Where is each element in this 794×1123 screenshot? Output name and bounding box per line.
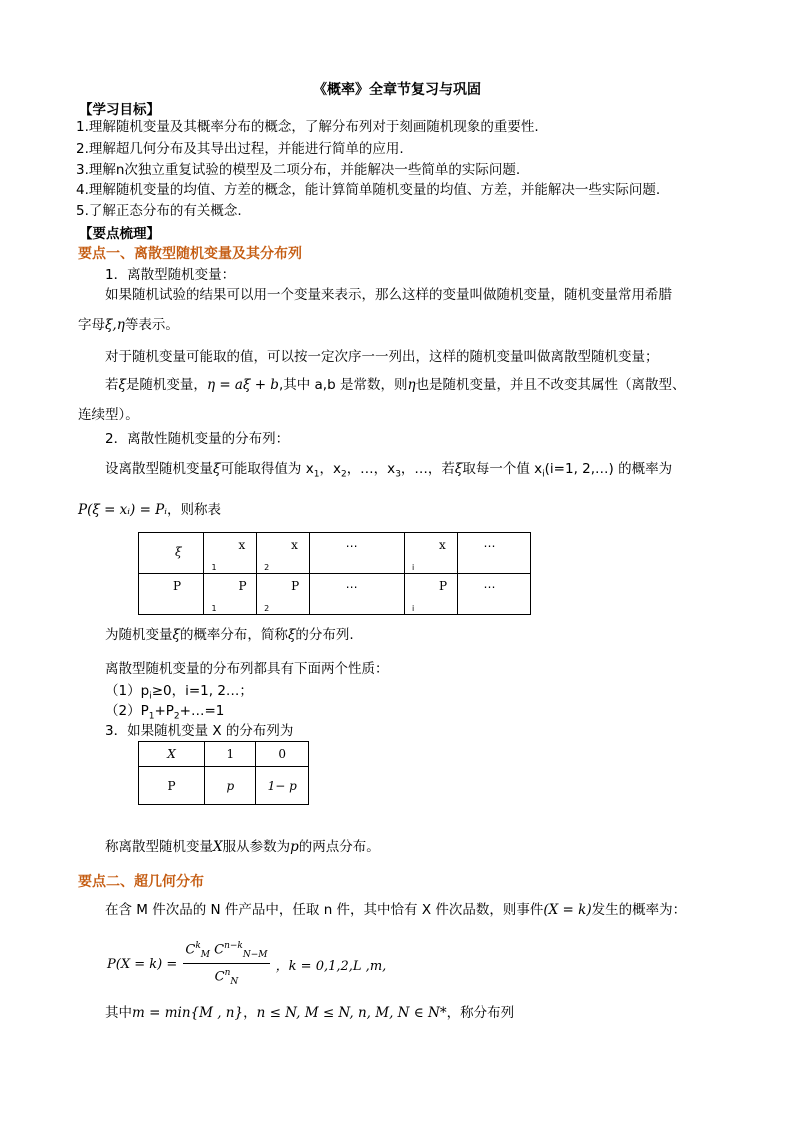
two-point-table [138, 741, 309, 805]
paragraph: 对于随机变量可能取的值，可以按一定次序一一列出，这样的随机变量叫做离散型随机变量； [105, 349, 659, 365]
paragraph: 如果随机试验的结果可以用一个变量来表示，那么这样的变量叫做随机变量，随机变量常用希腊 [105, 287, 672, 303]
table-cell: x 1 [204, 533, 257, 574]
page-title: 《概率》全章节复习与巩固 [313, 82, 481, 98]
equation: m = min{M , n} [132, 1005, 244, 1021]
symbol: ξ,η [105, 317, 125, 333]
paragraph: 离散型随机变量的分布列都具有下面两个性质： [105, 661, 389, 677]
distribution-table [138, 532, 531, 615]
table-cell: ξ [139, 533, 204, 574]
table-cell: P i [404, 574, 457, 615]
paragraph: P(ξ = xᵢ) = Pᵢ，则称表 [78, 502, 221, 518]
subheading: 1．离散型随机变量： [105, 267, 236, 283]
points-heading: 【要点梳理】 [79, 226, 160, 242]
section-heading-2: 要点二、超几何分布 [78, 874, 204, 890]
paragraph: 其中m = min{M , n}，n ≤ N, M ≤ N, n, M, N ∈ N*，称分布列 [105, 1005, 515, 1021]
table-cell: p [205, 767, 256, 805]
table-cell: … [309, 574, 404, 615]
table-cell: x i [404, 533, 457, 574]
paragraph: 称离散型随机变量X服从参数为p的两点分布。 [105, 839, 380, 855]
equation: η = aξ + b [206, 377, 279, 393]
table-cell: 0 [256, 742, 309, 767]
goal-item: 5.了解正态分布的有关概念. [76, 203, 242, 219]
table-cell: 1 [205, 742, 256, 767]
goal-item: 2.理解超几何分布及其导出过程，并能进行简单的应用. [76, 141, 404, 157]
goals-heading: 【学习目标】 [79, 102, 160, 118]
subheading: 3．如果随机变量 X 的分布列为 [105, 723, 294, 739]
table-cell: x 2 [257, 533, 310, 574]
subheading: 2．离散性随机变量的分布列： [105, 431, 290, 447]
property-item: $(2)P_1+P_2+\dots=1$ [105, 703, 225, 722]
table-cell: P 1 [204, 574, 257, 615]
paragraph: 设离散型随机变量ξ可能取得值为 $x_1$，$x_2$，…，$x_3$，…，若ξ取每一个值 $x_i(i=1$, 2,…) 的概率为 [105, 461, 673, 480]
property-item: $(1)p_i\ge 0$，i=1, 2…； [105, 683, 253, 702]
paragraph: 字母ξ,η等表示。 [78, 317, 179, 333]
equation: (X = k) [543, 902, 592, 918]
goal-item: 1.理解随机变量及其概率分布的概念，了解分布列对于刻画随机现象的重要性. [76, 119, 539, 135]
table-cell: … [309, 533, 404, 574]
table-cell: P [139, 767, 205, 805]
equation: n ≤ N, M ≤ N, n, M, N ∈ N* [256, 1005, 447, 1021]
paragraph: 在含 M 件次品的 N 件产品中，任取 n 件，其中恰有 X 件次品数，则事件(X = k)发生的概率为： [105, 902, 687, 918]
section-heading-1: 要点一、离散型随机变量及其分布列 [78, 246, 302, 262]
table-cell: 1− p [256, 767, 309, 805]
table-cell: P [139, 574, 204, 615]
equation: P(ξ = xᵢ) = Pᵢ [78, 502, 167, 518]
paragraph: 为随机变量ξ的概率分布，简称ξ的分布列. [105, 627, 354, 643]
table-cell: X [139, 742, 205, 767]
goal-item: 3.理解n次独立重复试验的模型及二项分布，并能解决一些简单的实际问题. [76, 162, 521, 178]
table-cell: … [457, 574, 530, 615]
table-cell: P 2 [257, 574, 310, 615]
paragraph: 连续型）。 [78, 407, 139, 423]
fraction: $\frac{C^k_M C^{n-k}_{N-M}}{C^n_N}$ [183, 938, 269, 991]
paragraph: 若ξ是随机变量，η = aξ + b,其中 a,b 是常数，则η也是随机变量，并且不改变其属性（离散型、 [105, 377, 686, 393]
hypergeometric-formula: P(X = k) = $\frac{C^k_M C^{n-k}_{N-M}}{C^n_N}$ ，k = 0,1,2,L ,m, [107, 938, 386, 991]
goal-item: 4.理解随机变量的均值、方差的概念，能计算简单随机变量的均值、方差，并能解决一些实际问题. [76, 182, 661, 198]
table-cell: … [457, 533, 530, 574]
